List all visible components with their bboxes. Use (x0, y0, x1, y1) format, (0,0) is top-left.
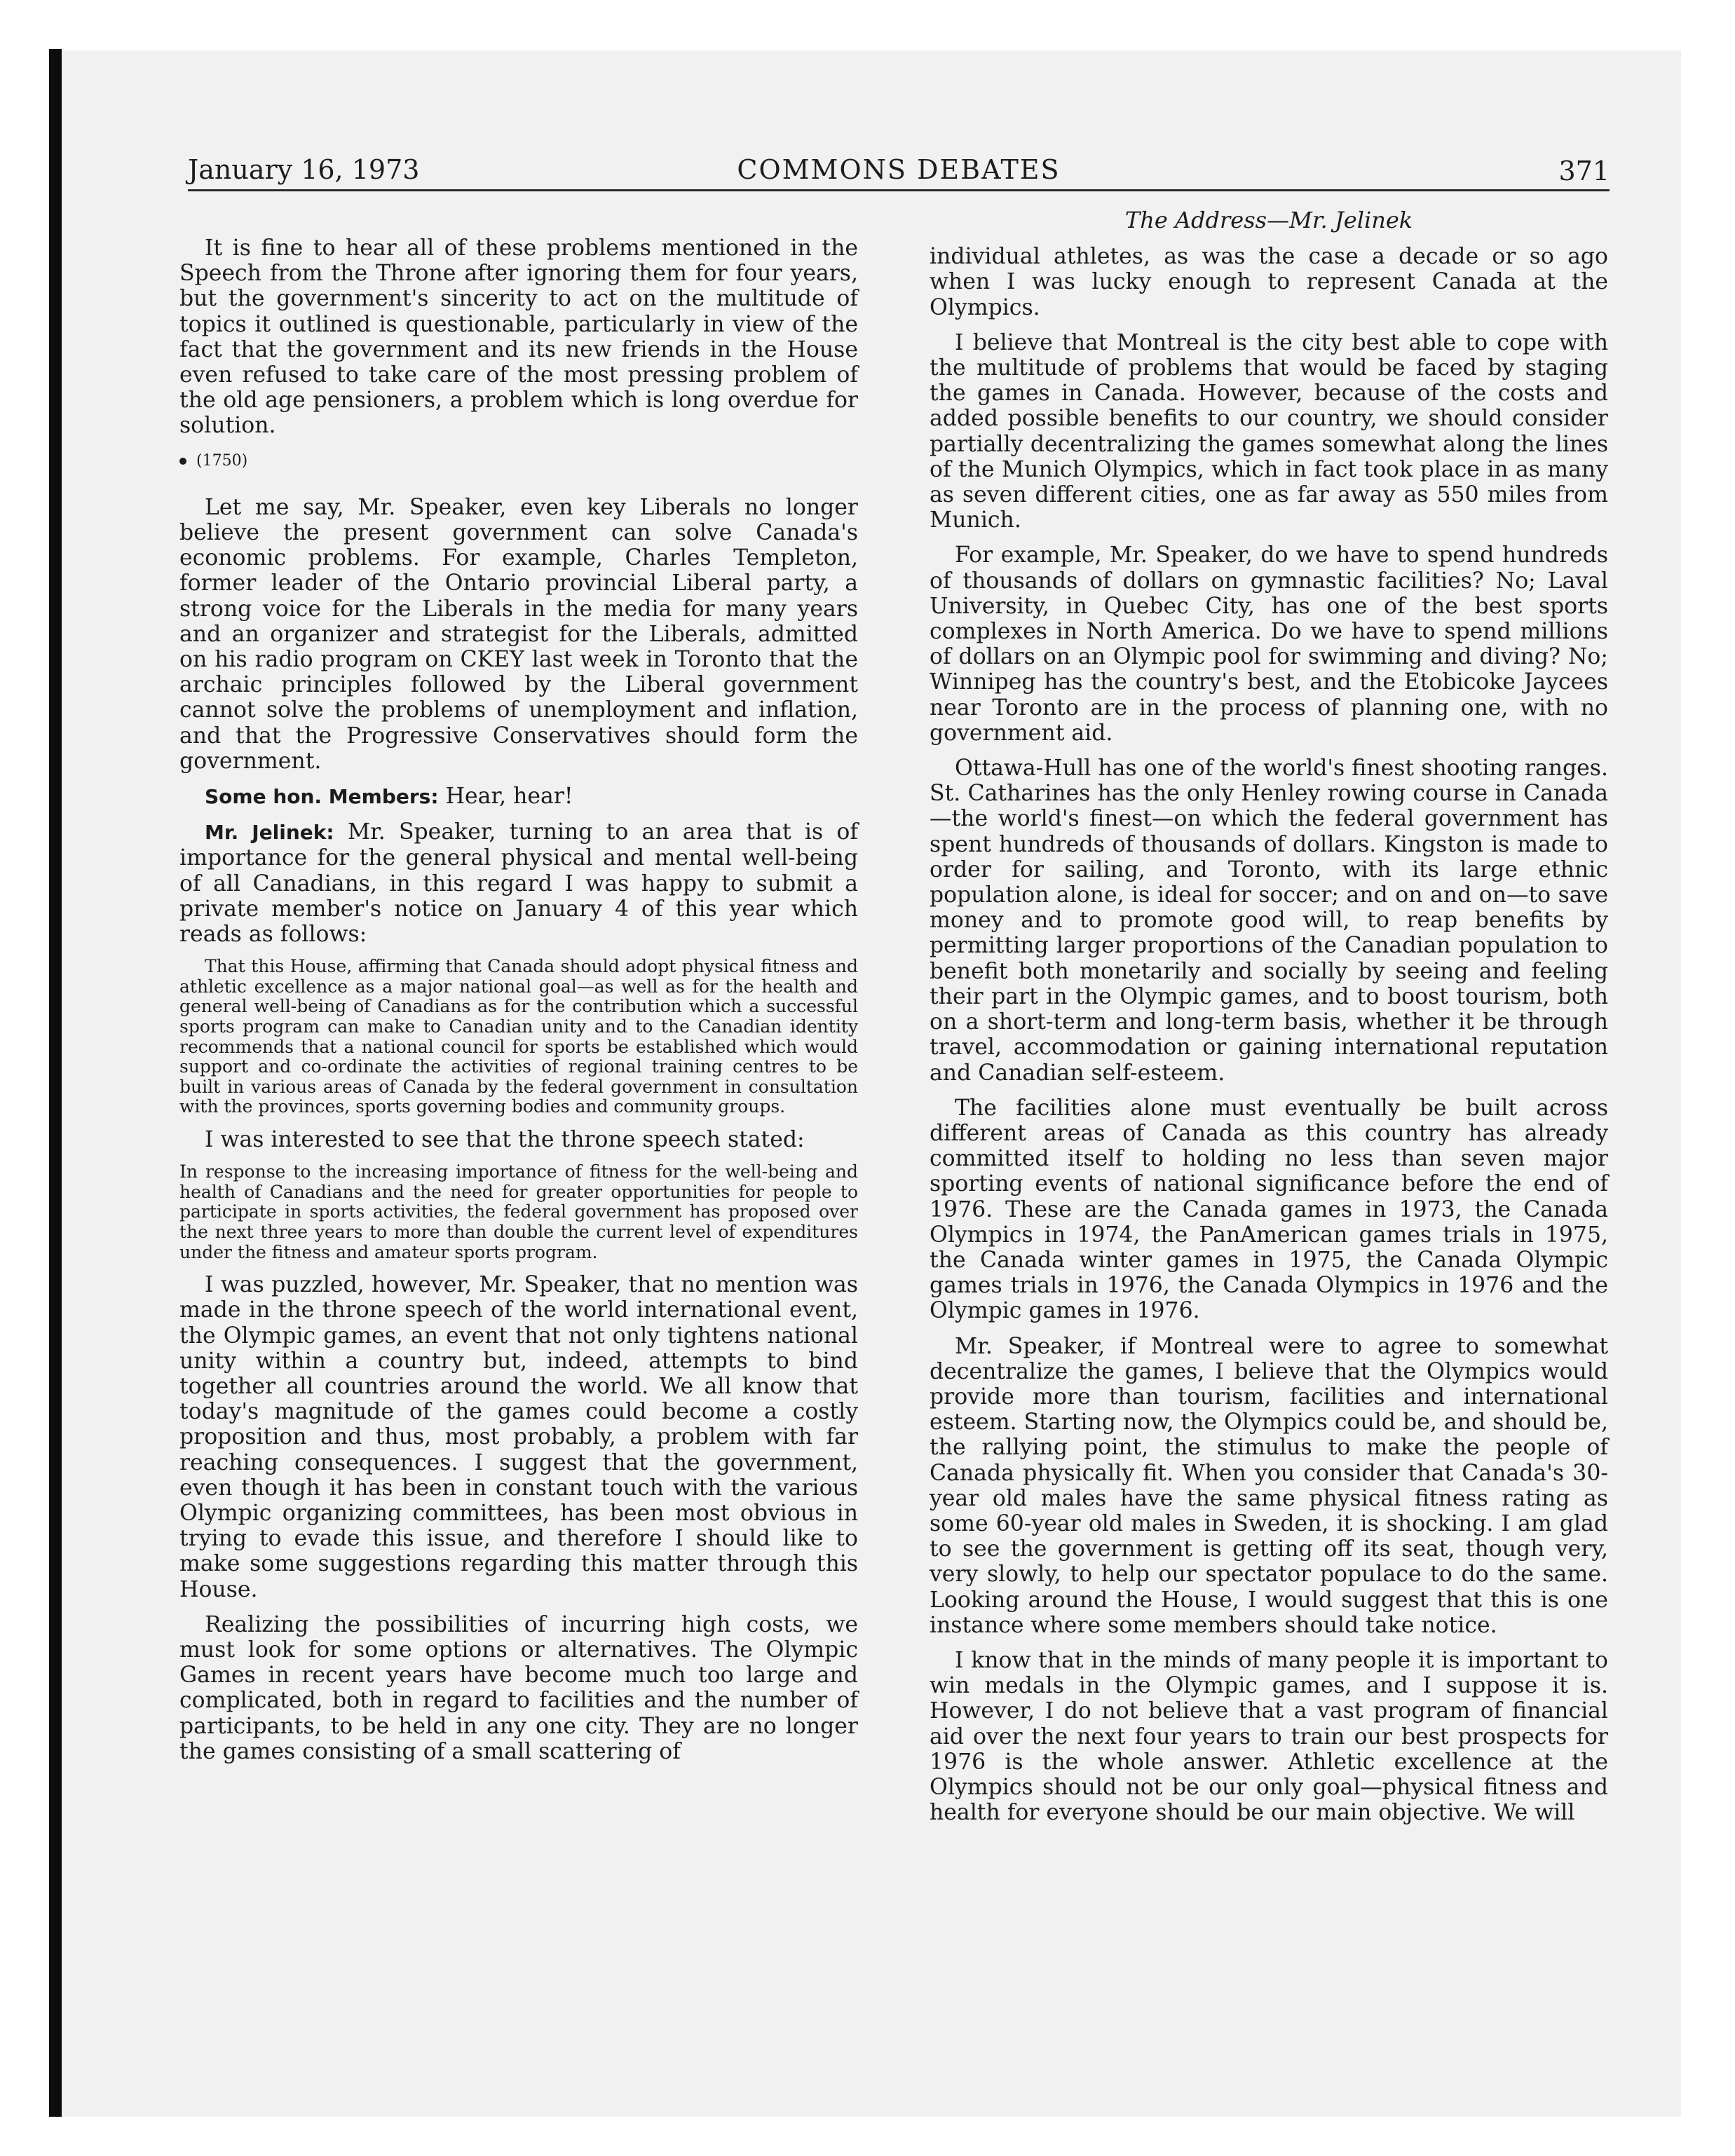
left-column (179, 236, 858, 1774)
paragraph: I know that in the minds of many people it is important to win medals in the Olympic games, and I suppose it is. However, I do not believe that a vast program of financial aid over the next four years to train our best prospects for 1976 is the whole answer. Athletic excellence at the Olympics should not be our only goal—physical fitness and health for everyone should be our main objective. We will (930, 1647, 1608, 1826)
paragraph: I was puzzled, however, Mr. Speaker, that no mention was made in the throne speech of the world international event, the Olympic games, an event that not only tightens national unity within a country but, indeed, attempts to bind together all countries around the world. We all know that today's magnitude of the games could become a costly proposition and thus, most probably, a problem with far reaching consequences. I suggest that the government, even though it has been in constant touch with the various Olympic organizing committees, has been most obvious in trying to evade this issue, and therefore I should like to make some suggestions regarding this matter through this House. (179, 1272, 858, 1602)
scan-edge-shadow (49, 49, 62, 2117)
paragraph: Let me say, Mr. Speaker, even key Liberals no longer believe the present government can solve Canada's economic problems. For example, Charles Templeton, former leader of the Ontario provincial Liberal party, a strong voice for the Liberals in the media for many years and an organizer and strategist for the Liberals, admitted on his radio program on CKEY last week in Toronto that the archaic principles followed by the Liberal government cannot solve the problems of unemployment and inflation, and that the Progressive Conservatives should form the government. (179, 494, 858, 774)
interjection (179, 784, 858, 810)
paragraph: Mr. Speaker, if Montreal were to agree to somewhat decentralize the games, I believe that the Olympics would provide more than tourism, facilities and international esteem. Starting now, the Olympics could be, and should be, the rallying point, the stimulus to make the people of Canada physically fit. When you consider that Canada's 30-year old males have the same physical fitness rating as some 60-year old males in Sweden, it is shocking. I am glad to see the government is getting off its seat, though very, very slowly, to help our spectator populace to do the same. Looking around the House, I would suggest that this is one instance where some members should take notice. (930, 1333, 1608, 1638)
speaker-label: Some hon. Members: (205, 785, 439, 809)
bullet-icon (179, 458, 186, 465)
timestamp-marker (179, 449, 858, 474)
right-column (930, 207, 1608, 1835)
quoted-throne-speech: In response to the increasing importance of fitness for the well-being and health of Canadians and the need for greater opportunities for people to participate in sports activities, the federal government has proposed over the next three years to more than double the current level of expenditures under the fitness and amateur sports program. (179, 1161, 858, 1262)
running-header (188, 150, 1610, 191)
paragraph: Realizing the possibilities of incurring high costs, we must look for some options or alternatives. The Olympic Games in recent years have become much too large and complicated, both in regard to facilities and the number of participants, to be held in any one city. They are no longer the games consisting of a small scattering of (179, 1611, 858, 1764)
header-publication: COMMONS DEBATES (737, 154, 1061, 185)
paragraph: I believe that Montreal is the city best able to cope with the multitude of problems that would be faced by staging the games in Canada. However, because of the costs and added possible benefits to our country, we should consider partially decentralizing the games somewhat along the lines of the Munich Olympics, which in fact took place in as many as seven different cities, one as far away as 550 miles from Munich. (930, 329, 1608, 533)
interjection-text: Hear, hear! (445, 784, 573, 810)
paragraph: The facilities alone must eventually be built across different areas of Canada as this country has already committed itself to holding no less than seven major sporting events of national significance before the end of 1976. These are the Canada games in 1973, the Canada Olympics in 1974, the PanAmerican games trials in 1975, the Canada winter games in 1975, the Canada Olympic games trials in 1976, the Canada Olympics in 1976 and the Olympic games in 1976. (930, 1095, 1608, 1324)
timestamp-text: (1750) (196, 451, 248, 470)
paragraph: It is fine to hear all of these problems mentioned in the Speech from the Throne after ignoring them for four years, but the government's sincerity to act on the multitude of topics it outlined is questionable, particularly in view of the fact that the government and its new friends in the House even refused to take care of the most pressing problem of the old age pensioners, a problem which is long overdue for solution. (179, 236, 858, 439)
quoted-motion (179, 957, 858, 1117)
paragraph: I was interested to see that the throne speech stated: (205, 1127, 805, 1153)
speaker-label: Mr. Jelinek: (205, 821, 334, 845)
header-date: January 16, 1973 (188, 154, 420, 185)
quote-text: That this House, affirming that Canada should adopt physical fitness and athletic excellence as a major national goal—as well as for the health and general well-being of Canadians as for the contribution which a successful sports program can make to Canadian unity and to the Canadian identity recommends that a national council for sports be established which would support and co-ordinate the activities of regional training centres to be built in various areas of Canada by the federal government in consultation with the provinces, sports governing bodies and community groups. (179, 956, 858, 1117)
speech-text: Mr. Speaker, turning to an area that is of importance for the general physical and mental well-being of all Canadians, in this regard I was happy to submit a private member's notice on January 4 of this year which reads as follows: (179, 819, 858, 948)
page-number: 371 (1558, 156, 1610, 186)
speech-paragraph (179, 819, 858, 947)
paragraph: For example, Mr. Speaker, do we have to spend hundreds of thousands of dollars on gymnastic facilities? No; Laval University, in Quebec City, has one of the best sports complexes in North America. Do we have to spend millions of dollars on an Olympic pool for swimming and diving? No; Winnipeg has the country's best, and the Etobicoke Jaycees near Toronto are in the process of planning one, with no government aid. (930, 543, 1608, 746)
paragraph: Ottawa-Hull has one of the world's finest shooting ranges. St. Catharines has the only Henley rowing course in Canada—the world's finest—on which the federal government has spent hundreds of thousands of dollars. Kingston is made to order for sailing, and Toronto, with its large ethnic population alone, is ideal for soccer; and on and on—to save money and to promote good will, to reap benefits by permitting larger proportions of the Canadian population to benefit both monetarily and socially by seeing and feeling their part in the Olympic games, and to boost tourism, both on a short-term and long-term basis, whether it be through travel, accommodation or gaining international reputation and Canadian self-esteem. (930, 756, 1608, 1086)
section-heading: The Address—Mr. Jelinek (1124, 207, 1413, 233)
paragraph-continued: individual athletes, as was the case a decade or so ago when I was lucky enough to represent Canada at the Olympics. (930, 244, 1608, 320)
